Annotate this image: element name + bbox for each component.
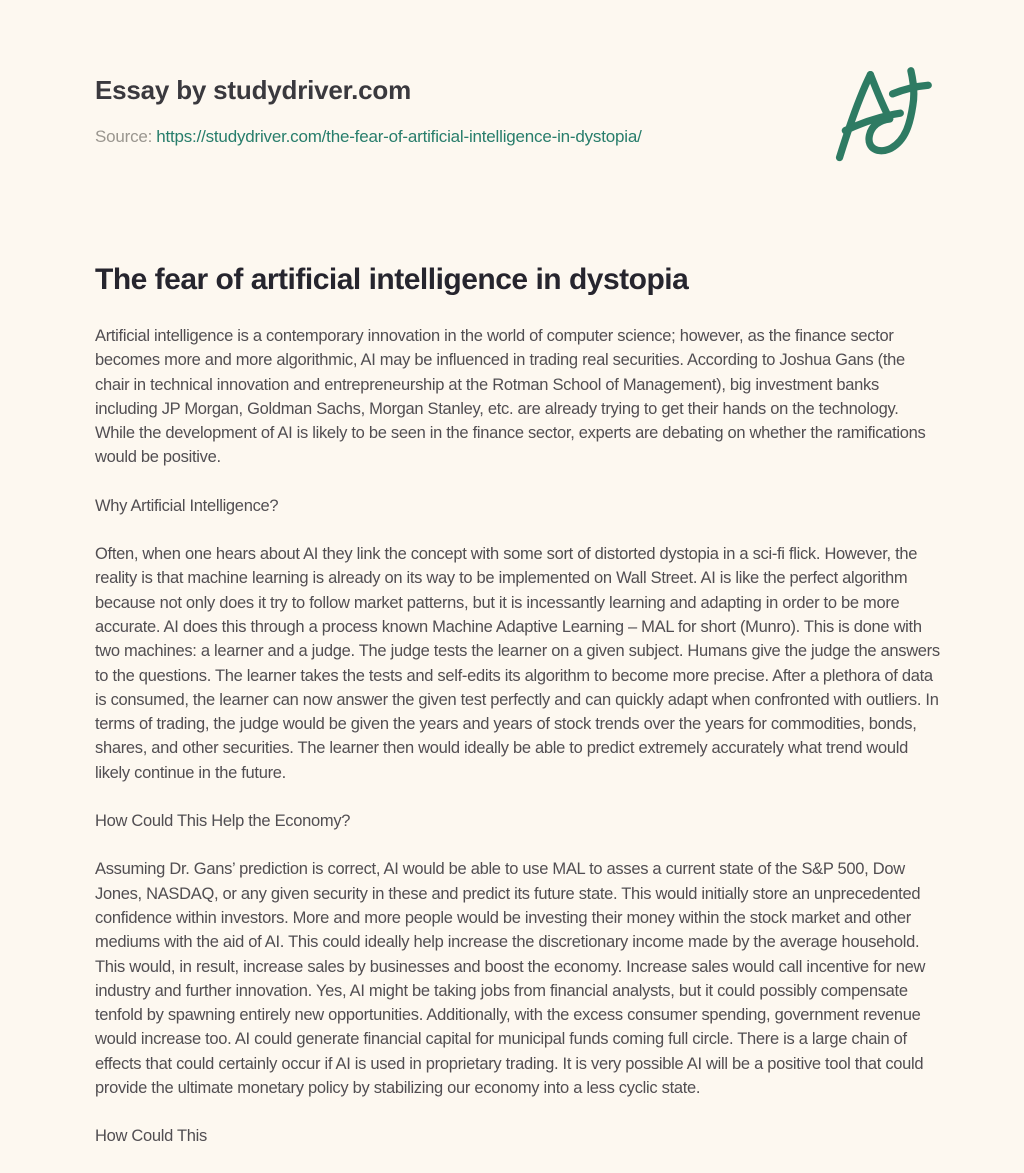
essay-heading: Why Artificial Intelligence?: [95, 496, 279, 515]
essay-title: The fear of artificial intelligence in dystopia: [95, 263, 689, 296]
essay-body: [95, 324, 940, 1149]
page-title: Essay by studydriver.com: [95, 75, 412, 105]
essay-paragraph: Assuming Dr. Gans’ prediction is correct, AI would be able to use MAL to asses a current state of the S&P 500, Dow Jones, NASDAQ, or any given security in these and predict its future state. This would initially store an unprecedented confidence within investors. More and more people would be investing their money within the stock market and other mediums with the aid of AI. This could ideally help increase the discretionary income made by the average household. This would, in result, increase sales by businesses and boost the economy. Increase sales would call incentive for new industry and further innovation. Yes, AI might be taking jobs from financial analysts, but it could possibly compensate tenfold by spawning entirely new opportunities. Additionally, with the excess consumer spending, government revenue would increase too. AI could generate financial capital for municipal funds coming full circle. There is a large chain of effects that could certainly occur if AI is used in proprietary trading. It is very possible AI will be a positive tool that could provide the ultimate monetary policy by stabilizing our economy into a less cyclic state.: [95, 860, 926, 1098]
source-url-link[interactable]: https://studydriver.com/the-fear-of-artificial-intelligence-in-dystopia/: [156, 127, 642, 146]
essay-paragraph: Artificial intelligence is a contemporary innovation in the world of computer science; however, as the finance sector becomes more and more algorithmic, AI may be influenced in trading real securities. According to Joshua Gans (the chair in technical innovation and entrepreneurship at the Rotman School of Management), big investment banks including JP Morgan, Goldman Sachs, Morgan Stanley, etc. are already trying to get their hands on the technology. While the development of AI is likely to be seen in the finance sector, experts are debating on whether the ramifications would be positive.: [95, 327, 926, 467]
content-column: [95, 0, 940, 1173]
essay-heading: How Could This Help the Economy?: [95, 812, 351, 831]
essay-heading: How Could This: [95, 1127, 207, 1146]
source-line: [95, 127, 940, 147]
essay-paragraph: Often, when one hears about AI they link the concept with some sort of distorted dystopia in a sci-fi flick. However, the reality is that machine learning is already on its way to be implemented on Wall Street. AI is like the perfect algorithm because not only does it try to follow market patterns, but it is incessantly learning and adapting in order to be more accurate. AI does this through a process known Machine Adaptive Learning – MAL for short (Munro). This is done with two machines: a learner and a judge. The judge tests the learner on a given subject. Humans give the judge the answers to the questions. The learner takes the tests and self-edits its algorithm to become more precise. After a plethora of data is consumed, the learner can now answer the given test perfectly and can quickly adapt when confronted with outliers. In terms of trading, the judge would be given the years and years of stock trends over the years for commodities, bonds, shares, and other securities. The learner then would ideally be able to predict extremely accurately what trend would likely continue in the future.: [95, 545, 940, 782]
source-label: Source:: [95, 127, 153, 146]
